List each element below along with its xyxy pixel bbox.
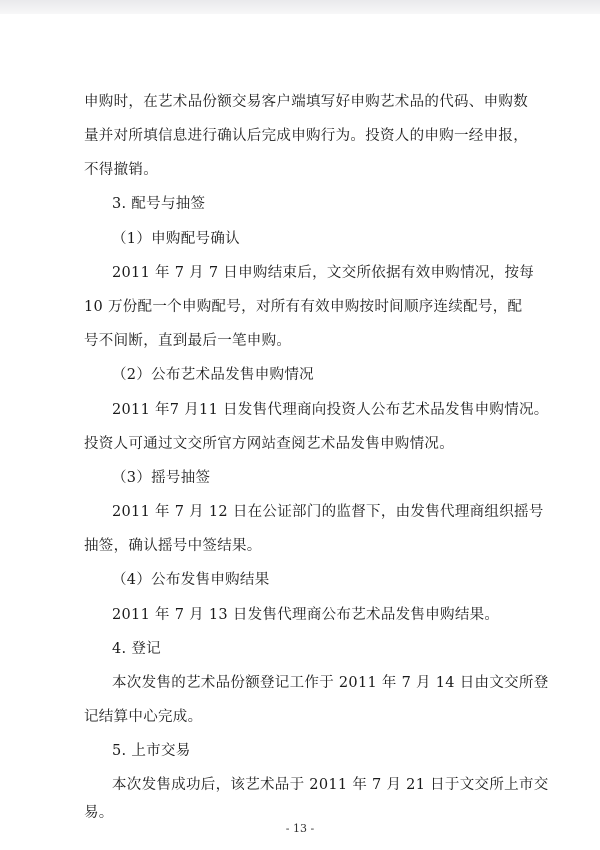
section-heading: 4. 登记 [112,641,161,657]
subsection-heading: （1）申购配号确认 [112,231,240,247]
para-line: 量并对所填信息进行确认后完成申购行为。投资人的申购一经申报， [84,128,528,144]
para-line: 易。 [84,805,114,821]
section-heading: 3. 配号与抽签 [112,196,206,212]
para-line: 申购时，在艺术品份额交易客户端填写好申购艺术品的代码、申购数 [84,94,528,110]
subsection-heading: （2）公布艺术品发售申购情况 [112,367,314,383]
para-line: 号不间断，直到最后一笔申购。 [84,333,292,349]
subsection-heading: （3）摇号抽签 [112,470,211,486]
para-line: 记结算中心完成。 [84,709,203,725]
para-line: 2011 年7 月11 日发售代理商向投资人公布艺术品发售申购情况。 [112,402,549,418]
para-line: 本次发售成功后，该艺术品于 2011 年 7 月 21 日于文交所上市交 [112,777,549,793]
para-line: 2011 年 7 月 13 日发售代理商公布艺术品发售申购结果。 [112,607,500,623]
para-line: 10 万份配一个申购配号，对所有有效申购按时间顺序连续配号，配 [84,299,523,315]
para-line: 本次发售的艺术品份额登记工作于 2011 年 7 月 14 日由文交所登 [112,675,549,691]
para-line: 2011 年 7 月 7 日申购结束后，文交所依据有效申购情况，按每 [112,265,535,281]
page-number: - 13 - [285,822,315,835]
para-line: 投资人可通过文交所官方网站查阅艺术品发售申购情况。 [84,436,454,452]
para-line: 抽签，确认摇号中签结果。 [84,538,262,554]
para-line: 2011 年 7 月 12 日在公证部门的监督下，由发售代理商组织摇号 [112,504,544,520]
section-heading: 5. 上市交易 [112,743,191,759]
subsection-heading: （4）公布发售申购结果 [112,572,270,588]
para-line: 不得撤销。 [84,162,158,178]
